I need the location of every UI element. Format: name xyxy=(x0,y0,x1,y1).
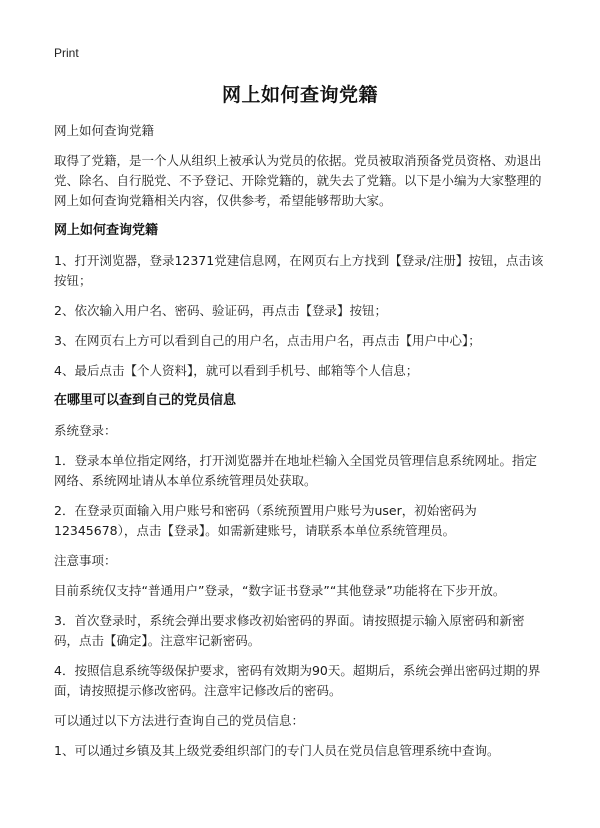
section-heading-where-to-find: 在哪里可以查到自己的党员信息 xyxy=(54,393,237,408)
step-3: 3、在网页右上方可以看到自己的用户名，点击用户名，再点击【用户中心】； xyxy=(54,333,481,348)
query-method-1: 1、可以通过乡镇及其上级党委组织部门的专门人员在党员信息管理系统中查询。 xyxy=(54,743,500,758)
section-heading-online-query: 网上如何查询党籍 xyxy=(54,223,159,238)
system-login-label: 系统登录： xyxy=(54,423,117,438)
note-login-support: 目前系统仅支持“普通用户”登录，“数字证书登录”“其他登录”功能将在下步开放。 xyxy=(54,583,506,598)
query-methods-label: 可以通过以下方法进行查询自己的党员信息： xyxy=(54,713,305,728)
print-label: Print xyxy=(54,46,79,60)
login-step-3: 3．首次登录时，系统会弹出要求修改初始密码的界面。请按照提示输入原密码和新密码，点击【确定】。注意牢记新密码。 xyxy=(54,613,525,648)
intro-paragraph: 取得了党籍，是一个人从组织上被承认为党员的依据。党员被取消预备党员资格、劝退出党、除名、自行脱党、不予登记、开除党籍的，就失去了党籍。以下是小编为大家整理的网上如何查询党籍相关内容，仅供参考，希望能够帮助大家。 xyxy=(54,153,542,208)
step-4: 4、最后点击【个人资料】，就可以看到手机号、邮箱等个人信息； xyxy=(54,363,419,378)
step-2: 2、依次输入用户名、密码、验证码，再点击【登录】按钮； xyxy=(54,303,387,318)
document-body xyxy=(54,121,546,771)
intro-subtitle: 网上如何查询党籍 xyxy=(54,123,155,138)
login-step-4: 4．按照信息系统等级保护要求，密码有效期为90天。超期后，系统会弹出密码过期的界面，请按照提示修改密码。注意牢记修改后的密码。 xyxy=(54,663,541,698)
login-step-1: 1．登录本单位指定网络，打开浏览器并在地址栏输入全国党员管理信息系统网址。指定网络、系统网址请从本单位系统管理员处获取。 xyxy=(54,453,537,488)
notes-label: 注意事项： xyxy=(54,553,117,568)
step-1: 1、打开浏览器，登录12371党建信息网，在网页右上方找到【登录/注册】按钮，点击该按钮； xyxy=(54,253,544,288)
login-step-2: 2．在登录页面输入用户账号和密码（系统预置用户账号为user，初始密码为12345678），点击【登录】。如需新建账号，请联系本单位系统管理员。 xyxy=(54,503,477,538)
page-title: 网上如何查询党籍 xyxy=(221,84,378,106)
